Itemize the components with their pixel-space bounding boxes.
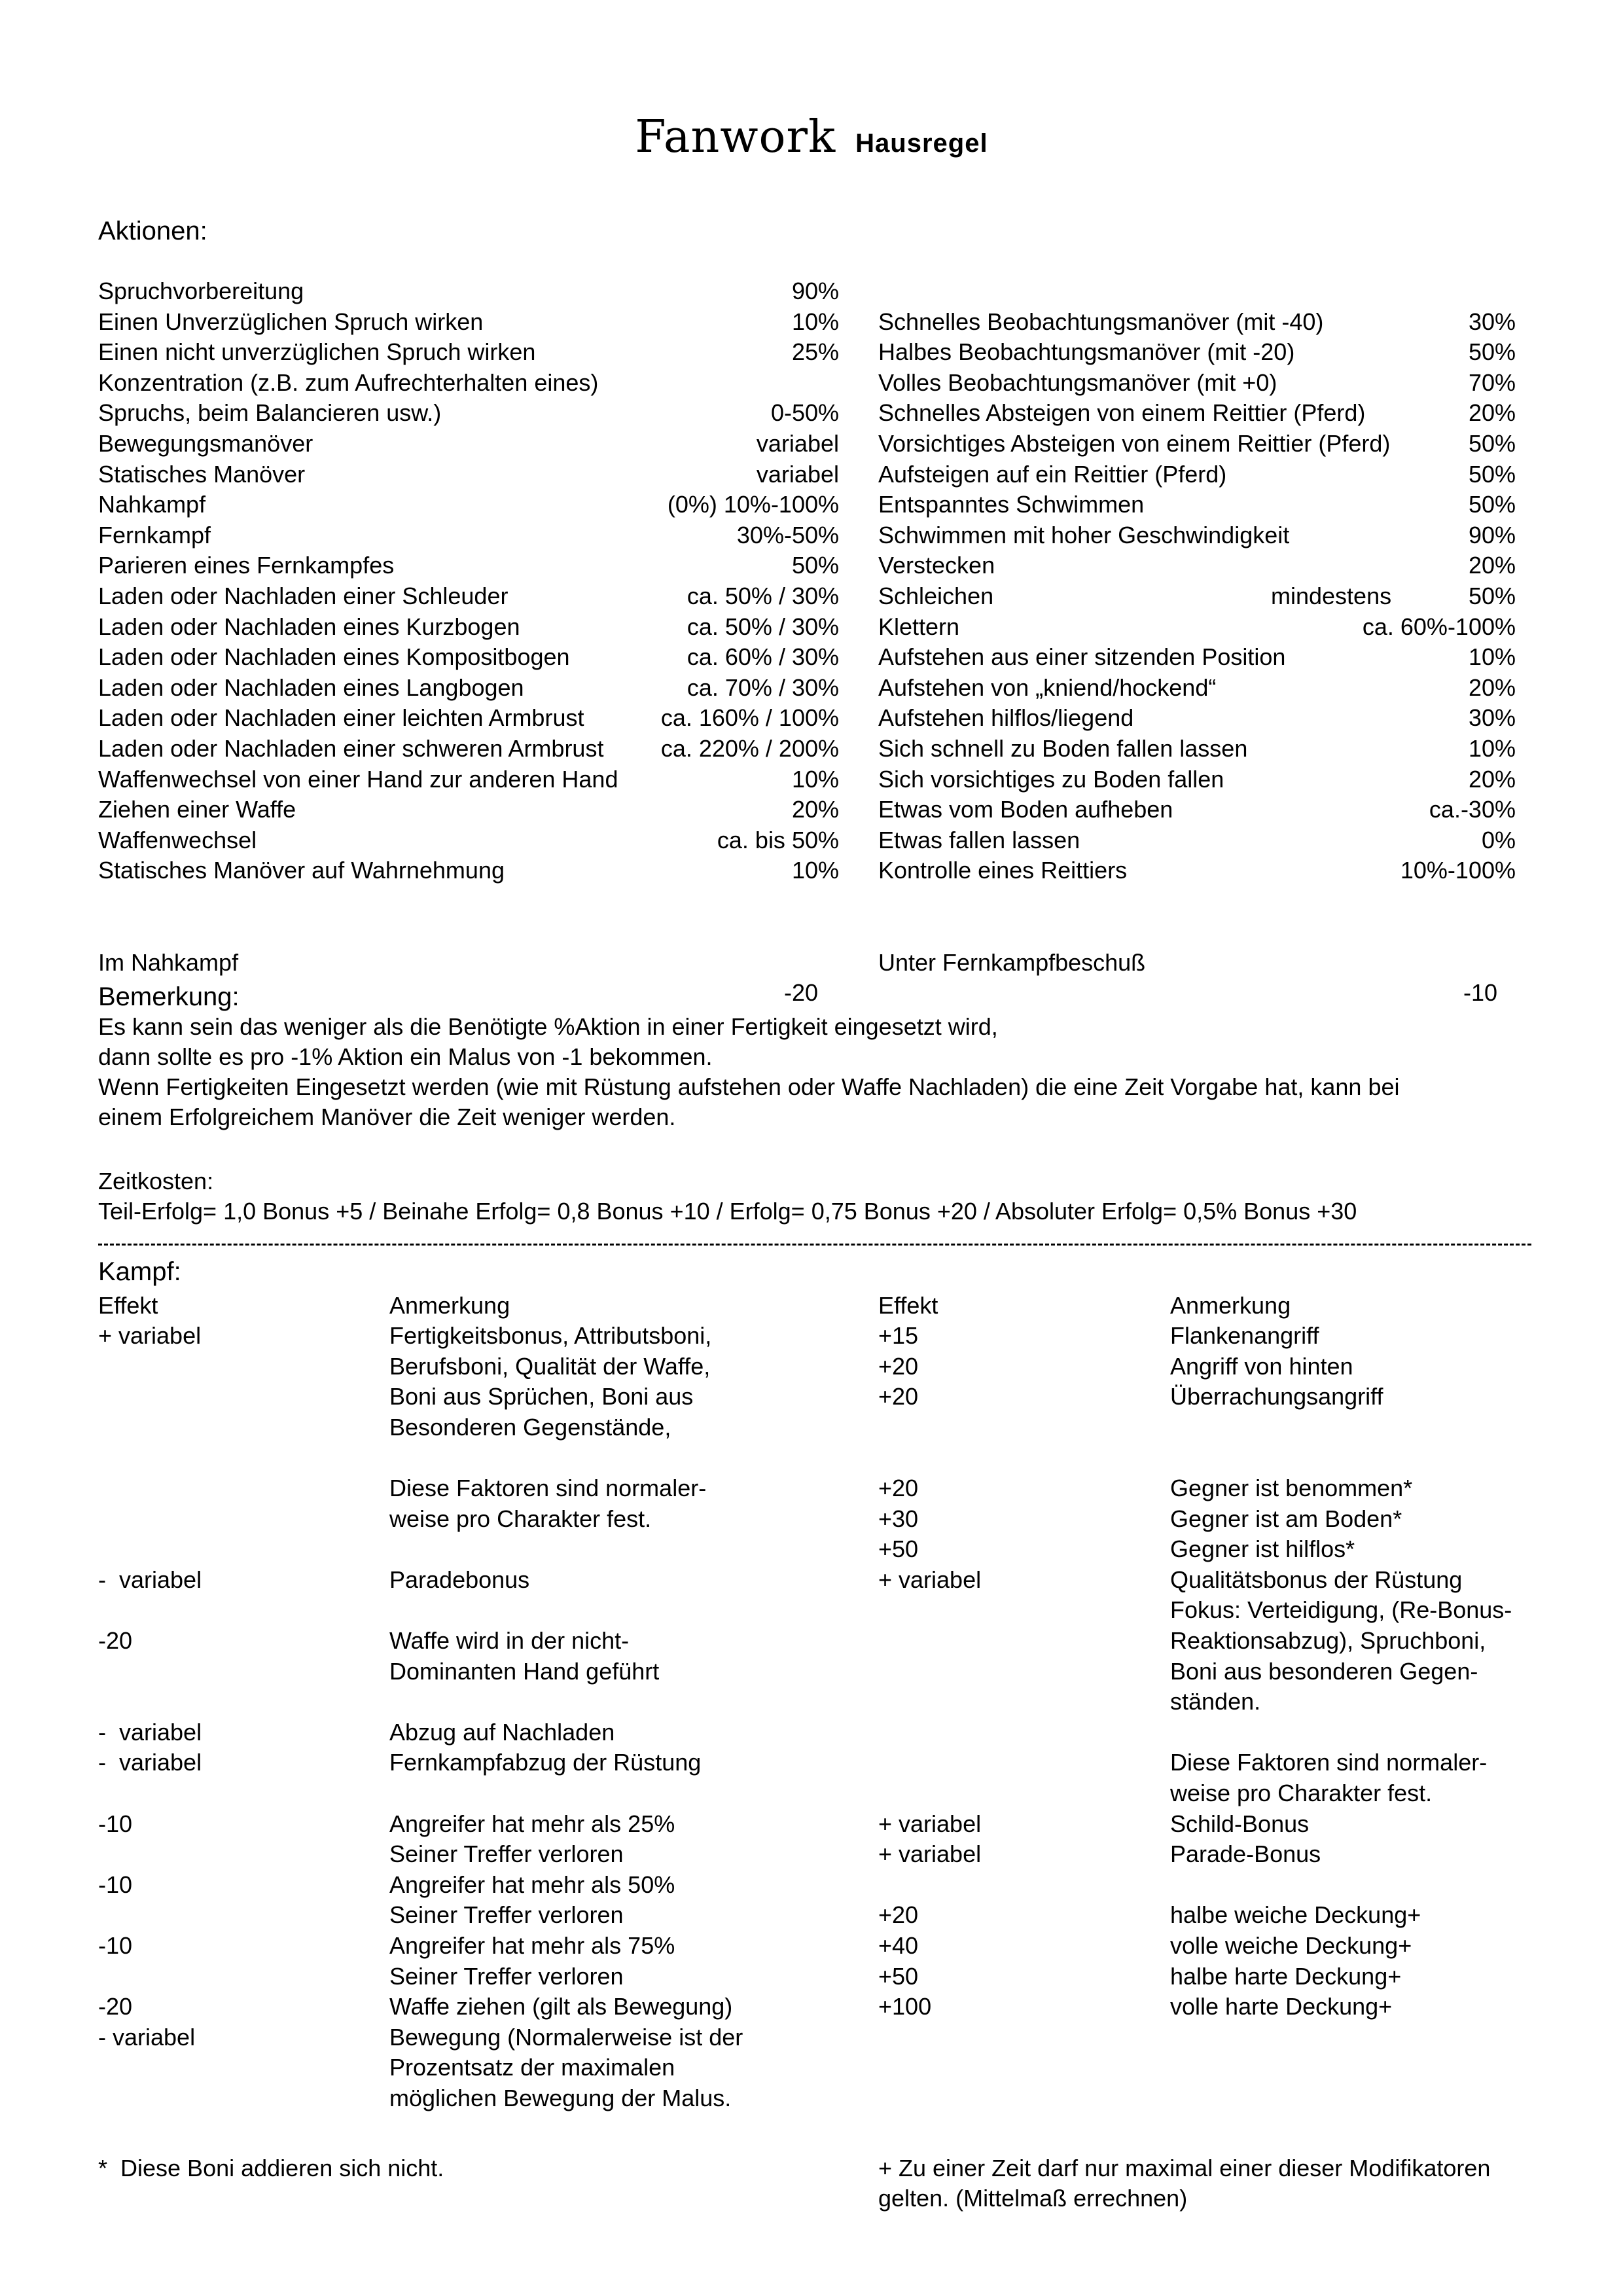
aktion-row <box>878 550 1516 581</box>
aktion-label: Waffenwechsel von einer Hand zur anderen Hand <box>98 765 618 793</box>
kampf-anmerkung: Qualitätsbonus der Rüstung <box>1170 1566 1463 1593</box>
aktion-value: 50% <box>1468 460 1516 488</box>
aktion-label: Vorsichtiges Absteigen von einem Reittier (Pferd) <box>878 430 1391 457</box>
kampf-effekt: + variabel <box>878 1810 982 1837</box>
aktion-value: 20% <box>1468 552 1516 579</box>
aktion-value: 10%-100% <box>1400 857 1516 884</box>
aktion-label: Parieren eines Fernkampfes <box>98 552 395 579</box>
aktion-value: ca. 50% / 30% <box>687 613 839 640</box>
aktion-label: Laden oder Nachladen eines Kurzbogen <box>98 613 520 640</box>
aktion-value: 50% <box>1468 430 1516 457</box>
aktion-label: Klettern <box>878 613 960 640</box>
aktion-row <box>878 855 1516 886</box>
aktion-value: ca. 60%-100% <box>1362 613 1516 640</box>
kampf-anmerkung: Boni aus Sprüchen, Boni aus <box>389 1383 694 1410</box>
aktion-label: Einen nicht unverzüglichen Spruch wirken <box>98 338 536 366</box>
zeitkosten-heading: Zeitkosten: <box>98 1168 214 1194</box>
aktion-label: Fernkampf <box>98 521 211 548</box>
aktion-row <box>878 825 1516 855</box>
aktion-label: Laden oder Nachladen einer schweren Armbrust <box>98 735 604 762</box>
kampf-anmerkung: Besonderen Gegenstände, <box>389 1413 671 1441</box>
aktion-row <box>98 764 839 795</box>
section-heading-aktionen: Aktionen: <box>98 217 207 245</box>
aktion-label: Sich vorsichtiges zu Boden fallen <box>878 765 1224 793</box>
aktion-label: Waffenwechsel <box>98 826 257 853</box>
aktion-row <box>98 673 839 703</box>
aktion-value: 70% <box>1468 368 1516 396</box>
aktion-label: Entspanntes Schwimmen <box>878 491 1145 518</box>
aktion-row <box>98 855 839 886</box>
malus-row-fernkampf <box>878 918 1497 1006</box>
kampf-anmerkung: Flankenangriff <box>1170 1322 1319 1349</box>
kampf-effekt: - variabel <box>98 1749 202 1776</box>
aktion-row <box>878 520 1516 550</box>
aktion-row <box>878 764 1516 795</box>
kampf-anmerkung: Gegner ist hilflos* <box>1170 1535 1355 1563</box>
aktion-value: 10% <box>791 765 839 793</box>
kampf-anmerkung: Überrachungsangriff <box>1170 1383 1383 1410</box>
kampf-anmerkung: Angreifer hat mehr als 25% <box>389 1810 675 1837</box>
kampf-anmerkung: Seiner Treffer verloren <box>389 1962 624 1990</box>
aktion-row <box>98 550 839 581</box>
aktion-value: ca. 220% / 200% <box>660 735 839 762</box>
aktion-row <box>878 307 1516 337</box>
footnote-star: * Diese Boni addieren sich nicht. <box>98 2155 444 2181</box>
aktion-row <box>878 642 1516 672</box>
aktion-label: Laden oder Nachladen eines Kompositbogen <box>98 643 570 671</box>
kampf-effekt: + variabel <box>98 1322 202 1349</box>
kampf-anmerkung: volle weiche Deckung+ <box>1170 1932 1412 1959</box>
kampf-effekt: -10 <box>98 1810 133 1837</box>
aktion-value: 10% <box>1468 643 1516 671</box>
aktion-value: ca. 60% / 30% <box>687 643 839 671</box>
kampf-effekt: -10 <box>98 1932 133 1959</box>
aktion-value: 0% <box>1481 826 1516 853</box>
aktion-row <box>98 368 839 398</box>
aktion-row <box>878 581 1516 611</box>
aktion-value: 30%-50% <box>736 521 839 548</box>
aktion-row <box>98 459 839 490</box>
aktion-row <box>878 429 1516 459</box>
document-title <box>0 111 1623 163</box>
aktion-value: 30% <box>1468 308 1516 335</box>
aktion-value: variabel <box>756 460 839 488</box>
footnote-plus: + Zu einer Zeit darf nur maximal einer dieser Modifikatoren <box>878 2155 1491 2181</box>
column-header-effekt: Effekt <box>878 1292 938 1319</box>
aktion-label: Laden oder Nachladen eines Langbogen <box>98 673 524 701</box>
kampf-effekt: +50 <box>878 1535 919 1563</box>
bemerkung-line: Wenn Fertigkeiten Eingesetzt werden (wie mit Rüstung aufstehen oder Waffe Nachladen) die eine Zeit Vorgabe hat, kann bei <box>98 1073 1400 1100</box>
kampf-anmerkung: Gegner ist benommen* <box>1170 1475 1413 1501</box>
kampf-effekt: +50 <box>878 1962 919 1990</box>
aktion-value: 10% <box>791 857 839 884</box>
aktion-label: Schleichen <box>878 583 994 609</box>
kampf-anmerkung: Dominanten Hand geführt <box>389 1657 660 1685</box>
aktion-value: 25% <box>791 338 839 366</box>
aktion-note: mindestens <box>1271 583 1392 609</box>
aktion-value: 20% <box>1468 765 1516 793</box>
aktion-value: 20% <box>791 796 839 823</box>
aktion-label: Aufstehen hilflos/liegend <box>878 704 1134 732</box>
aktion-label: Aufstehen von „kniend/hockend“ <box>878 673 1217 701</box>
section-heading-kampf: Kampf: <box>98 1257 181 1286</box>
aktion-value: (0%) 10%-100% <box>667 491 839 518</box>
document-subtitle: Hausregel <box>855 129 988 158</box>
kampf-anmerkung: halbe weiche Deckung+ <box>1170 1901 1421 1929</box>
aktion-row <box>98 520 839 550</box>
aktion-row <box>878 795 1516 825</box>
kampf-anmerkung: Fernkampfabzug der Rüstung <box>389 1749 702 1776</box>
kampf-anmerkung: Diese Faktoren sind normaler- <box>1170 1749 1488 1776</box>
aktion-value: ca. 160% / 100% <box>660 704 839 732</box>
malus-label: Im Nahkampf <box>98 949 239 976</box>
kampf-anmerkung: Angreifer hat mehr als 50% <box>389 1871 675 1898</box>
kampf-anmerkung: ständen. <box>1170 1688 1261 1715</box>
aktion-value: 0-50% <box>770 399 839 427</box>
kampf-anmerkung: Seiner Treffer verloren <box>389 1840 624 1868</box>
aktion-value: 10% <box>791 308 839 335</box>
kampf-effekt: +15 <box>878 1322 919 1349</box>
kampf-effekt: +100 <box>878 1993 932 2020</box>
aktion-row <box>878 490 1516 520</box>
kampf-effekt: -20 <box>98 1627 133 1654</box>
kampf-effekt: + variabel <box>878 1566 982 1593</box>
kampf-effekt: +20 <box>878 1383 919 1410</box>
aktion-row <box>878 703 1516 733</box>
kampf-anmerkung: Waffe wird in der nicht- <box>389 1627 630 1654</box>
kampf-effekt: +20 <box>878 1352 919 1380</box>
kampf-anmerkung: Boni aus besonderen Gegen- <box>1170 1657 1478 1685</box>
kampf-effekt: - variabel <box>98 1566 202 1593</box>
aktion-label: Etwas vom Boden aufheben <box>878 796 1173 823</box>
aktion-value: 50% <box>1468 491 1516 518</box>
kampf-anmerkung: halbe harte Deckung+ <box>1170 1962 1402 1990</box>
kampf-effekt: -20 <box>98 1993 133 2020</box>
kampf-anmerkung: Berufsboni, Qualität der Waffe, <box>389 1352 711 1380</box>
kampf-anmerkung: Bewegung (Normalerweise ist der <box>389 2023 743 2051</box>
aktion-row <box>98 429 839 459</box>
aktion-row <box>98 398 839 428</box>
kampf-anmerkung: volle harte Deckung+ <box>1170 1993 1393 2020</box>
kampf-effekt: + variabel <box>878 1840 982 1868</box>
aktion-label: Statisches Manöver auf Wahrnehmung <box>98 857 505 884</box>
aktion-label: Einen Unverzüglichen Spruch wirken <box>98 308 484 335</box>
column-header-anmerkung: Anmerkung <box>389 1292 510 1319</box>
aktion-row <box>98 581 839 611</box>
column-header-anmerkung: Anmerkung <box>1170 1292 1291 1319</box>
aktion-row <box>98 276 839 306</box>
kampf-anmerkung: weise pro Charakter fest. <box>1170 1780 1433 1806</box>
aktion-label: Schwimmen mit hoher Geschwindigkeit <box>878 521 1290 548</box>
aktion-row <box>878 337 1516 367</box>
aktion-label: Spruchvorbereitung <box>98 278 304 304</box>
aktion-value: ca. bis 50% <box>717 826 839 853</box>
kampf-anmerkung: Prozentsatz der maximalen <box>389 2054 675 2081</box>
aktion-label: Ziehen einer Waffe <box>98 796 296 823</box>
aktion-label: Laden oder Nachladen einer leichten Armbrust <box>98 704 584 732</box>
aktion-row <box>878 673 1516 703</box>
aktion-value: 10% <box>1468 735 1516 762</box>
aktion-row <box>878 734 1516 764</box>
aktion-row <box>98 307 839 337</box>
kampf-anmerkung: Angreifer hat mehr als 75% <box>389 1932 675 1959</box>
kampf-anmerkung: Gegner ist am Boden* <box>1170 1505 1402 1532</box>
kampf-anmerkung: Fokus: Verteidigung, (Re-Bonus- <box>1170 1596 1512 1624</box>
kampf-effekt: +20 <box>878 1475 919 1501</box>
aktion-value: 20% <box>1468 399 1516 427</box>
aktion-value: 50% <box>1468 583 1516 609</box>
aktion-label: Statisches Manöver <box>98 460 306 488</box>
aktion-value: 50% <box>791 552 839 579</box>
aktion-value: ca.-30% <box>1429 796 1516 823</box>
kampf-anmerkung: Reaktionsabzug), Spruchboni, <box>1170 1627 1486 1654</box>
kampf-anmerkung: Paradebonus <box>389 1566 530 1593</box>
aktion-label: Etwas fallen lassen <box>878 826 1080 853</box>
kampf-anmerkung: Parade-Bonus <box>1170 1840 1321 1868</box>
aktion-label: Bewegungsmanöver <box>98 430 313 457</box>
malus-value: -10 <box>1463 979 1497 1006</box>
kampf-anmerkung: Fertigkeitsbonus, Attributsboni, <box>389 1322 712 1349</box>
aktion-row <box>878 459 1516 490</box>
aktion-row <box>98 734 839 764</box>
kampf-anmerkung: weise pro Charakter fest. <box>389 1505 652 1532</box>
aktion-row <box>98 612 839 642</box>
aktion-row <box>98 642 839 672</box>
aktion-value: ca. 70% / 30% <box>687 673 839 701</box>
bemerkung-line: dann sollte es pro -1% Aktion ein Malus von -1 bekommen. <box>98 1043 713 1070</box>
zeitkosten-text: Teil-Erfolg= 1,0 Bonus +5 / Beinahe Erfolg= 0,8 Bonus +10 / Erfolg= 0,75 Bonus +20 / Absoluter Erfolg= 0,5% Bonus +30 <box>98 1198 1357 1225</box>
column-header-effekt: Effekt <box>98 1292 158 1319</box>
aktion-row <box>98 337 839 367</box>
aktion-label: Schnelles Absteigen von einem Reittier (Pferd) <box>878 399 1366 427</box>
aktion-label: Halbes Beobachtungsmanöver (mit -20) <box>878 338 1295 366</box>
aktion-row <box>98 490 839 520</box>
aktion-label: Aufstehen aus einer sitzenden Position <box>878 643 1286 671</box>
bemerkung-line: einem Erfolgreichem Manöver die Zeit weniger werden. <box>98 1103 676 1130</box>
aktion-label: Laden oder Nachladen einer Schleuder <box>98 583 508 609</box>
aktion-label: Sich schnell zu Boden fallen lassen <box>878 735 1248 762</box>
kampf-anmerkung: Waffe ziehen (gilt als Bewegung) <box>389 1993 733 2020</box>
aktion-value: variabel <box>756 430 839 457</box>
aktion-value: 90% <box>1468 521 1516 548</box>
aktion-label: Aufsteigen auf ein Reittier (Pferd) <box>878 460 1227 488</box>
aktion-label: Kontrolle eines Reittiers <box>878 857 1128 884</box>
aktion-label: Nahkampf <box>98 491 206 518</box>
kampf-effekt: +30 <box>878 1505 919 1532</box>
bemerkung-line: Es kann sein das weniger als die Benötigte %Aktion in einer Fertigkeit eingesetzt wird, <box>98 1013 998 1040</box>
kampf-effekt: - variabel <box>98 2023 196 2051</box>
aktion-row <box>878 368 1516 398</box>
malus-value: -20 <box>783 979 818 1006</box>
aktion-label: Spruchs, beim Balancieren usw.) <box>98 399 442 427</box>
aktion-value: 30% <box>1468 704 1516 732</box>
kampf-anmerkung: Diese Faktoren sind normaler- <box>389 1475 707 1501</box>
section-divider <box>98 1244 1531 1246</box>
kampf-effekt: +20 <box>878 1901 919 1929</box>
aktion-row <box>98 703 839 733</box>
aktion-label: Volles Beobachtungsmanöver (mit +0) <box>878 368 1277 396</box>
brand-name: Fanwork <box>635 111 836 163</box>
aktion-label: Konzentration (z.B. zum Aufrechterhalten eines) <box>98 368 599 396</box>
kampf-effekt: - variabel <box>98 1718 202 1746</box>
kampf-anmerkung: möglichen Bewegung der Malus. <box>389 2085 732 2111</box>
kampf-anmerkung: Abzug auf Nachladen <box>389 1718 615 1746</box>
kampf-effekt: -10 <box>98 1871 133 1898</box>
section-heading-bemerkung: Bemerkung: <box>98 982 240 1011</box>
aktion-row <box>98 825 839 855</box>
aktion-row <box>878 612 1516 642</box>
kampf-anmerkung: Seiner Treffer verloren <box>389 1901 624 1929</box>
footnote-plus: gelten. (Mittelmaß errechnen) <box>878 2185 1188 2212</box>
aktion-value: 20% <box>1468 673 1516 701</box>
kampf-effekt: +40 <box>878 1932 919 1959</box>
aktion-row <box>878 398 1516 428</box>
aktion-label: Verstecken <box>878 552 995 579</box>
kampf-anmerkung: Schild-Bonus <box>1170 1810 1310 1837</box>
aktion-value: ca. 50% / 30% <box>687 583 839 609</box>
kampf-anmerkung: Angriff von hinten <box>1170 1352 1353 1380</box>
aktion-label: Schnelles Beobachtungsmanöver (mit -40) <box>878 308 1324 335</box>
aktion-value: 50% <box>1468 338 1516 366</box>
malus-label: Unter Fernkampfbeschuß <box>878 949 1146 976</box>
aktion-row <box>98 795 839 825</box>
aktion-value: 90% <box>791 278 839 304</box>
